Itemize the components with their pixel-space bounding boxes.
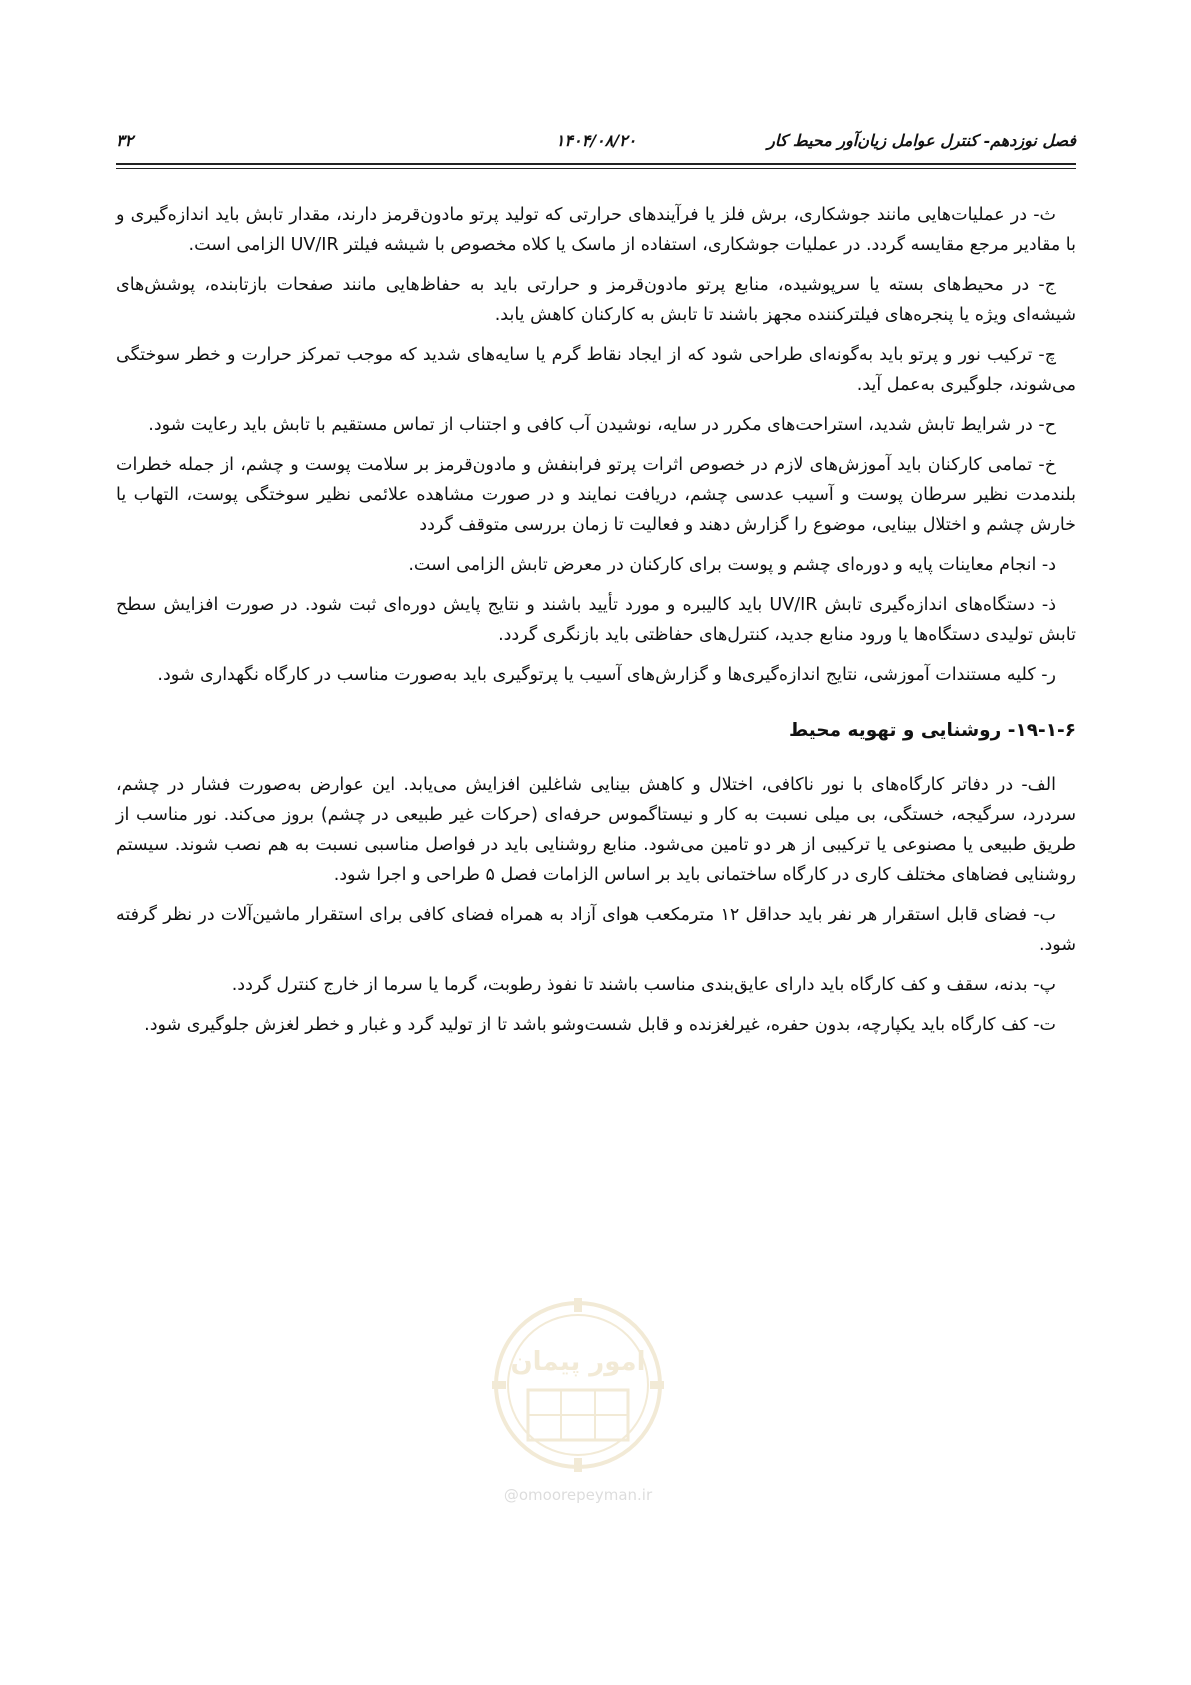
document-body: [116, 200, 1076, 1050]
paragraph: د- انجام معاینات پایه و دوره‌ای چشم و پوست برای کارکنان در معرض تابش الزامی است.: [408, 555, 1056, 575]
paragraph: ت- کف کارگاه باید یکپارچه، بدون حفره، غیرلغزنده و قابل شست‌وشو باشد تا از تولید گرد و غبار و خطر لغزش جلوگیری شود.: [144, 1015, 1056, 1035]
paragraph: پ- بدنه، سقف و کف کارگاه باید دارای عایق‌بندی مناسب باشند تا نفوذ رطوبت، گرما یا سرما از خارج کنترل گردد.: [231, 975, 1056, 995]
paragraph: ب- فضای قابل استقرار هر نفر باید حداقل ۱۲ مترمکعب هوای آزاد به همراه فضای کافی برای استقرار ماشین‌آلات در نظر گرفته شود.: [116, 905, 1076, 955]
chapter-title: فصل نوزدهم- کنترل عوامل زیان‌آور محیط کار: [767, 131, 1076, 150]
page-header: [116, 126, 1076, 156]
section-heading: ۱۹-۱-۶- روشنایی و تهویه محیط: [788, 720, 1076, 741]
header-rule: [116, 163, 1076, 165]
header-rule-thin: [116, 168, 1076, 169]
paragraph: ر- کلیه مستندات آموزشی، نتایج اندازه‌گیری‌ها و گزارش‌های آسیب یا پرتوگیری باید به‌صورت مناسب در کارگاه نگهداری شود.: [157, 665, 1056, 685]
paragraph: ج- در محیط‌های بسته یا سرپوشیده، منابع پرتو مادون‌قرمز و حرارتی باید به حفاظ‌هایی مانند صفحات بازتابنده، پوشش‌های شیشه‌ای ویژه یا پنجره‌های فیلترکننده مجهز باشند تا تابش به کارکنان کاهش یابد.: [116, 275, 1076, 325]
paragraph: ث- در عملیات‌هایی مانند جوشکاری، برش فلز یا فرآیندهای حرارتی که تولید پرتو مادون‌قرمز دارند، مقدار تابش باید اندازه‌گیری و با مقادیر مرجع مقایسه گردد. در عملیات جوشکاری، استفاده از ماسک یا کلاه مخصوص با شیشه فیلتر UV/IR الزامی است.: [116, 205, 1076, 255]
page-number: ۳۲: [116, 131, 134, 150]
watermark-logo-text: امور پیمان: [510, 1347, 646, 1377]
watermark: [488, 1290, 668, 1520]
watermark-logo-icon: [488, 1290, 668, 1480]
paragraph: الف- در دفاتر کارگاه‌های با نور ناکافی، اختلال و کاهش بینایی شاغلین افزایش می‌یابد. این عوارض به‌صورت فشار در چشم، سردرد، سرگیجه، خستگی، بی میلی نسبت به کار و نیستاگموس حرفه‌ای (حرکات غیر طبیعی در چشم) بروز می‌کند. نور مناسب از طریق طبیعی یا مصنوعی یا ترکیبی از هر دو تامین می‌شود. منابع روشنایی باید در فواصل مناسبی نسبت به هم نصب شوند. سیستم روشنایی فضاهای مختلف کاری در کارگاه ساختمانی باید بر اساس الزامات فصل ۵ طراحی و اجرا شود.: [116, 775, 1076, 885]
watermark-url: @omoorepeyman.ir: [503, 1486, 653, 1504]
paragraph: خ- تمامی کارکنان باید آموزش‌های لازم در خصوص اثرات پرتو فرابنفش و مادون‌قرمز بر سلامت پوست و چشم، از جمله خطرات بلندمدت نظیر سرطان پوست و آسیب عدسی چشم، دریافت نمایند و در صورت مشاهده علائمی نظیر سوختگی پوست، التهاب یا خارش چشم و اختلال بینایی، موضوع را گزارش دهند و فعالیت تا زمان بررسی متوقف گردد: [116, 455, 1076, 535]
header-date: ۱۴۰۴/۰۸/۲۰: [555, 131, 637, 150]
paragraph: چ- ترکیب نور و پرتو باید به‌گونه‌ای طراحی شود که از ایجاد نقاط گرم یا سایه‌های شدید که موجب تمرکز حرارت و خطر سوختگی می‌شوند، جلوگیری به‌عمل آید.: [116, 345, 1076, 395]
paragraph: ذ- دستگاه‌های اندازه‌گیری تابش UV/IR باید کالیبره و مورد تأیید باشند و نتایج پایش دوره‌ای ثبت شود. در صورت افزایش سطح تابش تولیدی دستگاه‌ها یا ورود منابع جدید، کنترل‌های حفاظتی باید بازنگری گردد.: [116, 595, 1076, 645]
paragraph: ح- در شرایط تابش شدید، استراحت‌های مکرر در سایه، نوشیدن آب کافی و اجتناب از تماس مستقیم با تابش باید رعایت شود.: [148, 415, 1056, 435]
